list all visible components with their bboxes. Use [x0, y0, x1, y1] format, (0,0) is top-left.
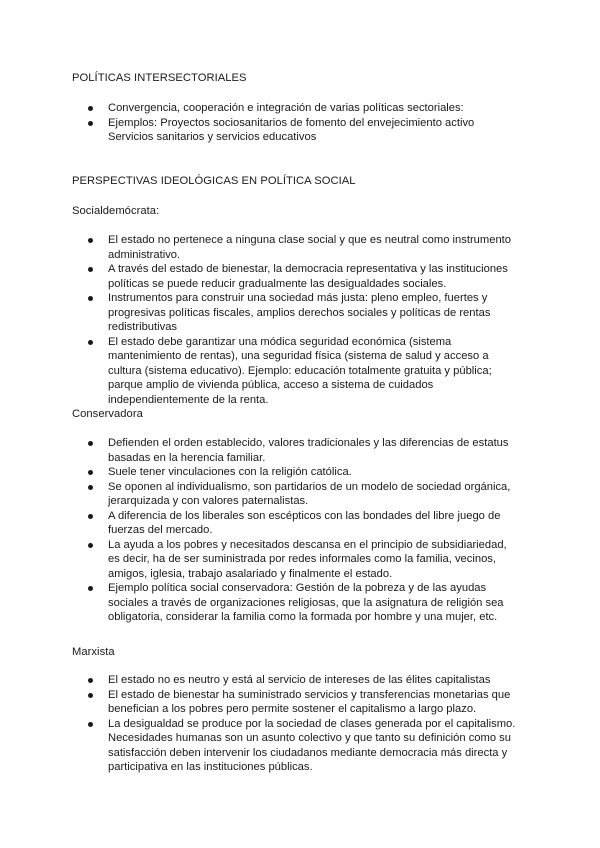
heading-socialdemocrata: Socialdemócrata:: [72, 205, 160, 217]
bullet-icon: [88, 514, 93, 519]
list-item: Ejemplos: Proyectos sociosanitarios de fomento del envejecimiento activo Servicios sanitarios y servicios educativos: [0, 116, 600, 145]
bullet-icon: [88, 238, 93, 243]
list-item: Se oponen al individualismo, son partidarios de un modelo de sociedad orgánica, jerarquizada y con valores paternalistas.: [0, 480, 600, 509]
bullet-icon: [88, 267, 93, 272]
list-item: El estado de bienestar ha suministrado servicios y transferencias monetarias que benefician a los pobres pero permite sostener el capitalismo a largo plazo.: [0, 688, 600, 717]
list-item: Ejemplo política social conservadora: Gestión de la pobreza y de las ayudas sociales a través de organizaciones religiosas, que la asignatura de religión sea obligatoria, considerar la familia como la formada por hombre y una mujer, etc.: [0, 581, 600, 625]
bullet-icon: [88, 543, 93, 548]
bullet-icon: [88, 296, 93, 301]
list-item: A diferencia de los liberales son escépticos con las bondades del libre juego de fuerzas del mercado.: [0, 509, 600, 538]
bullet-icon: [88, 722, 93, 727]
list-marxista: [0, 673, 600, 775]
bullet-icon: [88, 121, 93, 126]
list-item: La ayuda a los pobres y necesitados descansa en el principio de subsidiariedad, es decir, ha de ser suministrada por redes informales como la familia, vecinos, amigos, iglesia, trabajo asalariado y finalmente el estado.: [0, 538, 600, 582]
heading-perspectivas-ideologicas: PERSPECTIVAS IDEOLÓGICAS EN POLÍTICA SOCIAL: [72, 175, 356, 187]
heading-marxista: Marxista: [72, 646, 115, 658]
list-item: El estado debe garantizar una módica seguridad económica (sistema mantenimiento de rentas), una seguridad física (sistema de salud y acceso a cultura (sistema educativo). Ejemplo: educación totalmente gratuita y pública; parque amplio de vivienda pública, acceso a sistema de cuidados independientemente de la renta.: [0, 335, 600, 408]
list-item: El estado no pertenece a ninguna clase social y que es neutral como instrumento administrativo.: [0, 233, 600, 262]
bullet-icon: [88, 470, 93, 475]
bullet-icon: [88, 340, 93, 345]
bullet-icon: [88, 106, 93, 111]
bullet-icon: [88, 485, 93, 490]
heading-politicas-intersectoriales: POLÍTICAS INTERSECTORIALES: [72, 72, 247, 84]
list-item: Instrumentos para construir una sociedad más justa: pleno empleo, fuertes y progresivas políticas fiscales, amplios derechos sociales y políticas de rentas redistributivas: [0, 291, 600, 335]
list-item: El estado no es neutro y está al servicio de intereses de las élites capitalistas: [0, 673, 600, 688]
list-conservadora: [0, 436, 600, 625]
heading-conservadora: Conservadora: [72, 408, 143, 420]
list-item: La desigualdad se produce por la sociedad de clases generada por el capitalismo. Necesidades humanas son un asunto colectivo y que tanto su definición como su satisfacción deben intervenir los ciudadanos mediante democracia más directa y participativa en las instituciones públicas.: [0, 717, 600, 775]
bullet-icon: [88, 441, 93, 446]
bullet-icon: [88, 678, 93, 683]
list-socialdemocrata: [0, 233, 600, 407]
list-politicas-intersectoriales: [0, 101, 600, 145]
list-item: Defienden el orden establecido, valores tradicionales y las diferencias de estatus basadas en la herencia familiar.: [0, 436, 600, 465]
bullet-icon: [88, 693, 93, 698]
list-item: Convergencia, cooperación e integración de varias políticas sectoriales:: [0, 101, 600, 116]
bullet-icon: [88, 586, 93, 591]
list-item: A través del estado de bienestar, la democracia representativa y las instituciones políticas se puede reducir gradualmente las desigualdades sociales.: [0, 262, 600, 291]
list-item: Suele tener vinculaciones con la religión católica.: [0, 465, 600, 480]
